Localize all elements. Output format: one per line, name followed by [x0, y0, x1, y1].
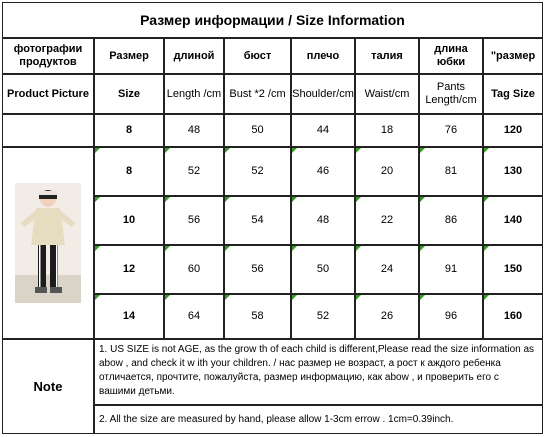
table-cell-tag-size: 130	[483, 147, 543, 196]
chart-title: Размер информации / Size Information	[2, 2, 543, 38]
table-cell-shoulder: 52	[291, 294, 355, 339]
table-cell-waist: 20	[355, 147, 419, 196]
header-en-tag-size: Tag Size	[483, 74, 543, 114]
table-cell-bust: 56	[224, 245, 291, 294]
product-picture-empty-cell	[2, 114, 94, 147]
note-label: Note	[2, 339, 94, 434]
size-chart	[2, 2, 543, 434]
table-cell-size: 8	[94, 147, 164, 196]
table-cell-size: 12	[94, 245, 164, 294]
table-cell-length: 48	[164, 114, 224, 147]
girl-outfit-photo	[15, 183, 81, 303]
header-en-bust: Bust *2 /cm	[224, 74, 291, 114]
table-cell-length: 52	[164, 147, 224, 196]
table-cell-pants-length: 86	[419, 196, 483, 245]
note-line-1: 1. US SIZE is not AGE, as the grow th of each child is different,Please read the size information as abow , and check it w ith your children. / нас размер не возраст, а рост к аждого ребенка отличается, прочтите, пожалуйста, размер информацию, как abow , и проверить его с вашими детьми.	[94, 339, 543, 405]
table-cell-size: 14	[94, 294, 164, 339]
header-ru-waist: талия	[355, 38, 419, 74]
table-cell-tag-size: 120	[483, 114, 543, 147]
table-cell-shoulder: 46	[291, 147, 355, 196]
table-cell-waist: 18	[355, 114, 419, 147]
table-cell-tag-size: 150	[483, 245, 543, 294]
table-cell-shoulder: 50	[291, 245, 355, 294]
table-cell-length: 60	[164, 245, 224, 294]
header-ru-shoulder: плечо	[291, 38, 355, 74]
table-cell-length: 64	[164, 294, 224, 339]
header-en-pants-length: Pants Length/cm	[419, 74, 483, 114]
header-ru-bust: бюст	[224, 38, 291, 74]
header-en-product-picture: Product Picture	[2, 74, 94, 114]
table-cell-pants-length: 96	[419, 294, 483, 339]
header-ru-pants-length: длина юбки	[419, 38, 483, 74]
table-cell-pants-length: 76	[419, 114, 483, 147]
table-cell-waist: 22	[355, 196, 419, 245]
table-cell-size: 8	[94, 114, 164, 147]
product-picture-cell	[2, 147, 94, 339]
table-cell-waist: 24	[355, 245, 419, 294]
table-cell-tag-size: 160	[483, 294, 543, 339]
header-en-waist: Waist/cm	[355, 74, 419, 114]
table-cell-length: 56	[164, 196, 224, 245]
table-cell-bust: 58	[224, 294, 291, 339]
table-cell-shoulder: 44	[291, 114, 355, 147]
header-ru-product-picture: фотографии продуктов	[2, 38, 94, 74]
header-en-shoulder: Shoulder/cm	[291, 74, 355, 114]
header-ru-size: Размер	[94, 38, 164, 74]
note-line-2: 2. All the size are measured by hand, please allow 1-3cm errow . 1cm=0.39inch.	[94, 405, 543, 434]
header-ru-length: длиной	[164, 38, 224, 74]
table-cell-waist: 26	[355, 294, 419, 339]
header-ru-tag-size: "размер	[483, 38, 543, 74]
table-cell-size: 10	[94, 196, 164, 245]
header-en-size: Size	[94, 74, 164, 114]
table-cell-pants-length: 81	[419, 147, 483, 196]
table-cell-pants-length: 91	[419, 245, 483, 294]
table-cell-bust: 54	[224, 196, 291, 245]
table-cell-shoulder: 48	[291, 196, 355, 245]
header-en-length: Length /cm	[164, 74, 224, 114]
table-cell-bust: 50	[224, 114, 291, 147]
table-cell-tag-size: 140	[483, 196, 543, 245]
table-cell-bust: 52	[224, 147, 291, 196]
